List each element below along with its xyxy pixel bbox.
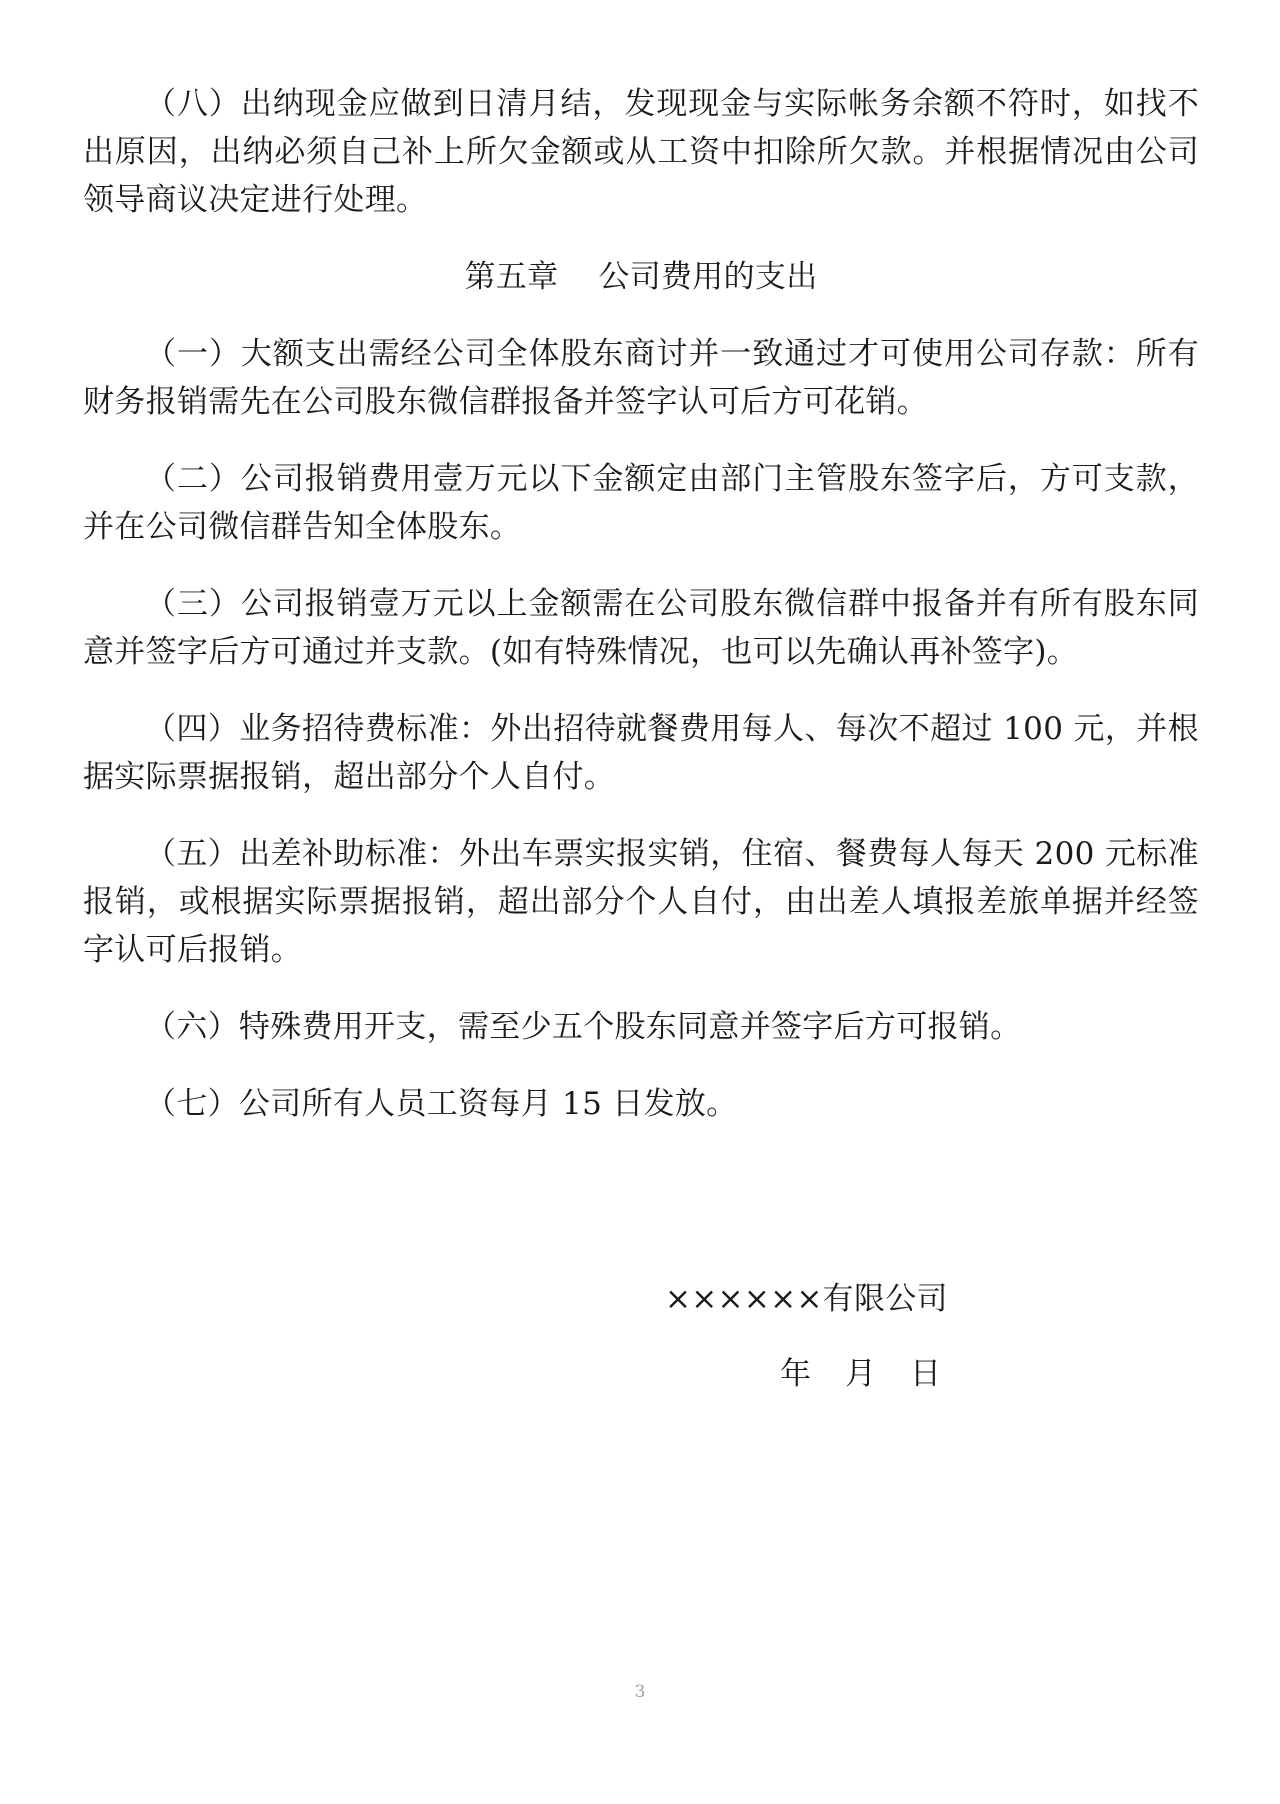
paragraph-3: （三）公司报销壹万元以上金额需在公司股东微信群中报备并有所有股东同意并签字后方可通过并支款。(如有特殊情况，也可以先确认再补签字)。 <box>83 586 1199 670</box>
paragraph-2: （二）公司报销费用壹万元以下金额定由部门主管股东签字后，方可支款，并在公司微信群告知全体股东。 <box>83 461 1199 545</box>
paragraph-1: （一）大额支出需经公司全体股东商讨并一致通过才可使用公司存款：所有财务报销需先在公司股东微信群报备并签字认可后方可花销。 <box>83 336 1199 420</box>
paragraph-5: （五）出差补助标准：外出车票实报实销，住宿、餐费每人每天 200 元标准报销，或根据实际票据报销，超出部分个人自付，由出差人填报差旅单据并经签字认可后报销。 <box>83 836 1199 968</box>
paragraph-ba: （八）出纳现金应做到日清月结，发现现金与实际帐务余额不符时，如找不出原因，出纳必须自己补上所欠金额或从工资中扣除所欠款。并根据情况由公司领导商议决定进行处理。 <box>83 86 1199 218</box>
document-body <box>83 80 1199 1157</box>
paragraph-6: （六）特殊费用开支，需至少五个股东同意并签字后方可报销。 <box>145 1009 1022 1045</box>
page-number: 3 <box>634 1682 646 1702</box>
chapter-heading <box>83 253 1199 301</box>
signature-date <box>780 1350 941 1398</box>
date-day: 日 <box>910 1356 941 1392</box>
date-month: 月 <box>845 1356 876 1392</box>
chapter-title: 公司费用的支出 <box>598 259 818 295</box>
chapter-number: 第五章 <box>464 259 559 295</box>
paragraph-7: （七）公司所有人员工资每月 15 日发放。 <box>145 1086 738 1122</box>
paragraph-4: （四）业务招待费标准：外出招待就餐费用每人、每次不超过 100 元，并根据实际票据报销，超出部分个人自付。 <box>83 711 1199 795</box>
signature-company: ××××××有限公司 <box>665 1281 948 1317</box>
date-year: 年 <box>780 1356 811 1392</box>
